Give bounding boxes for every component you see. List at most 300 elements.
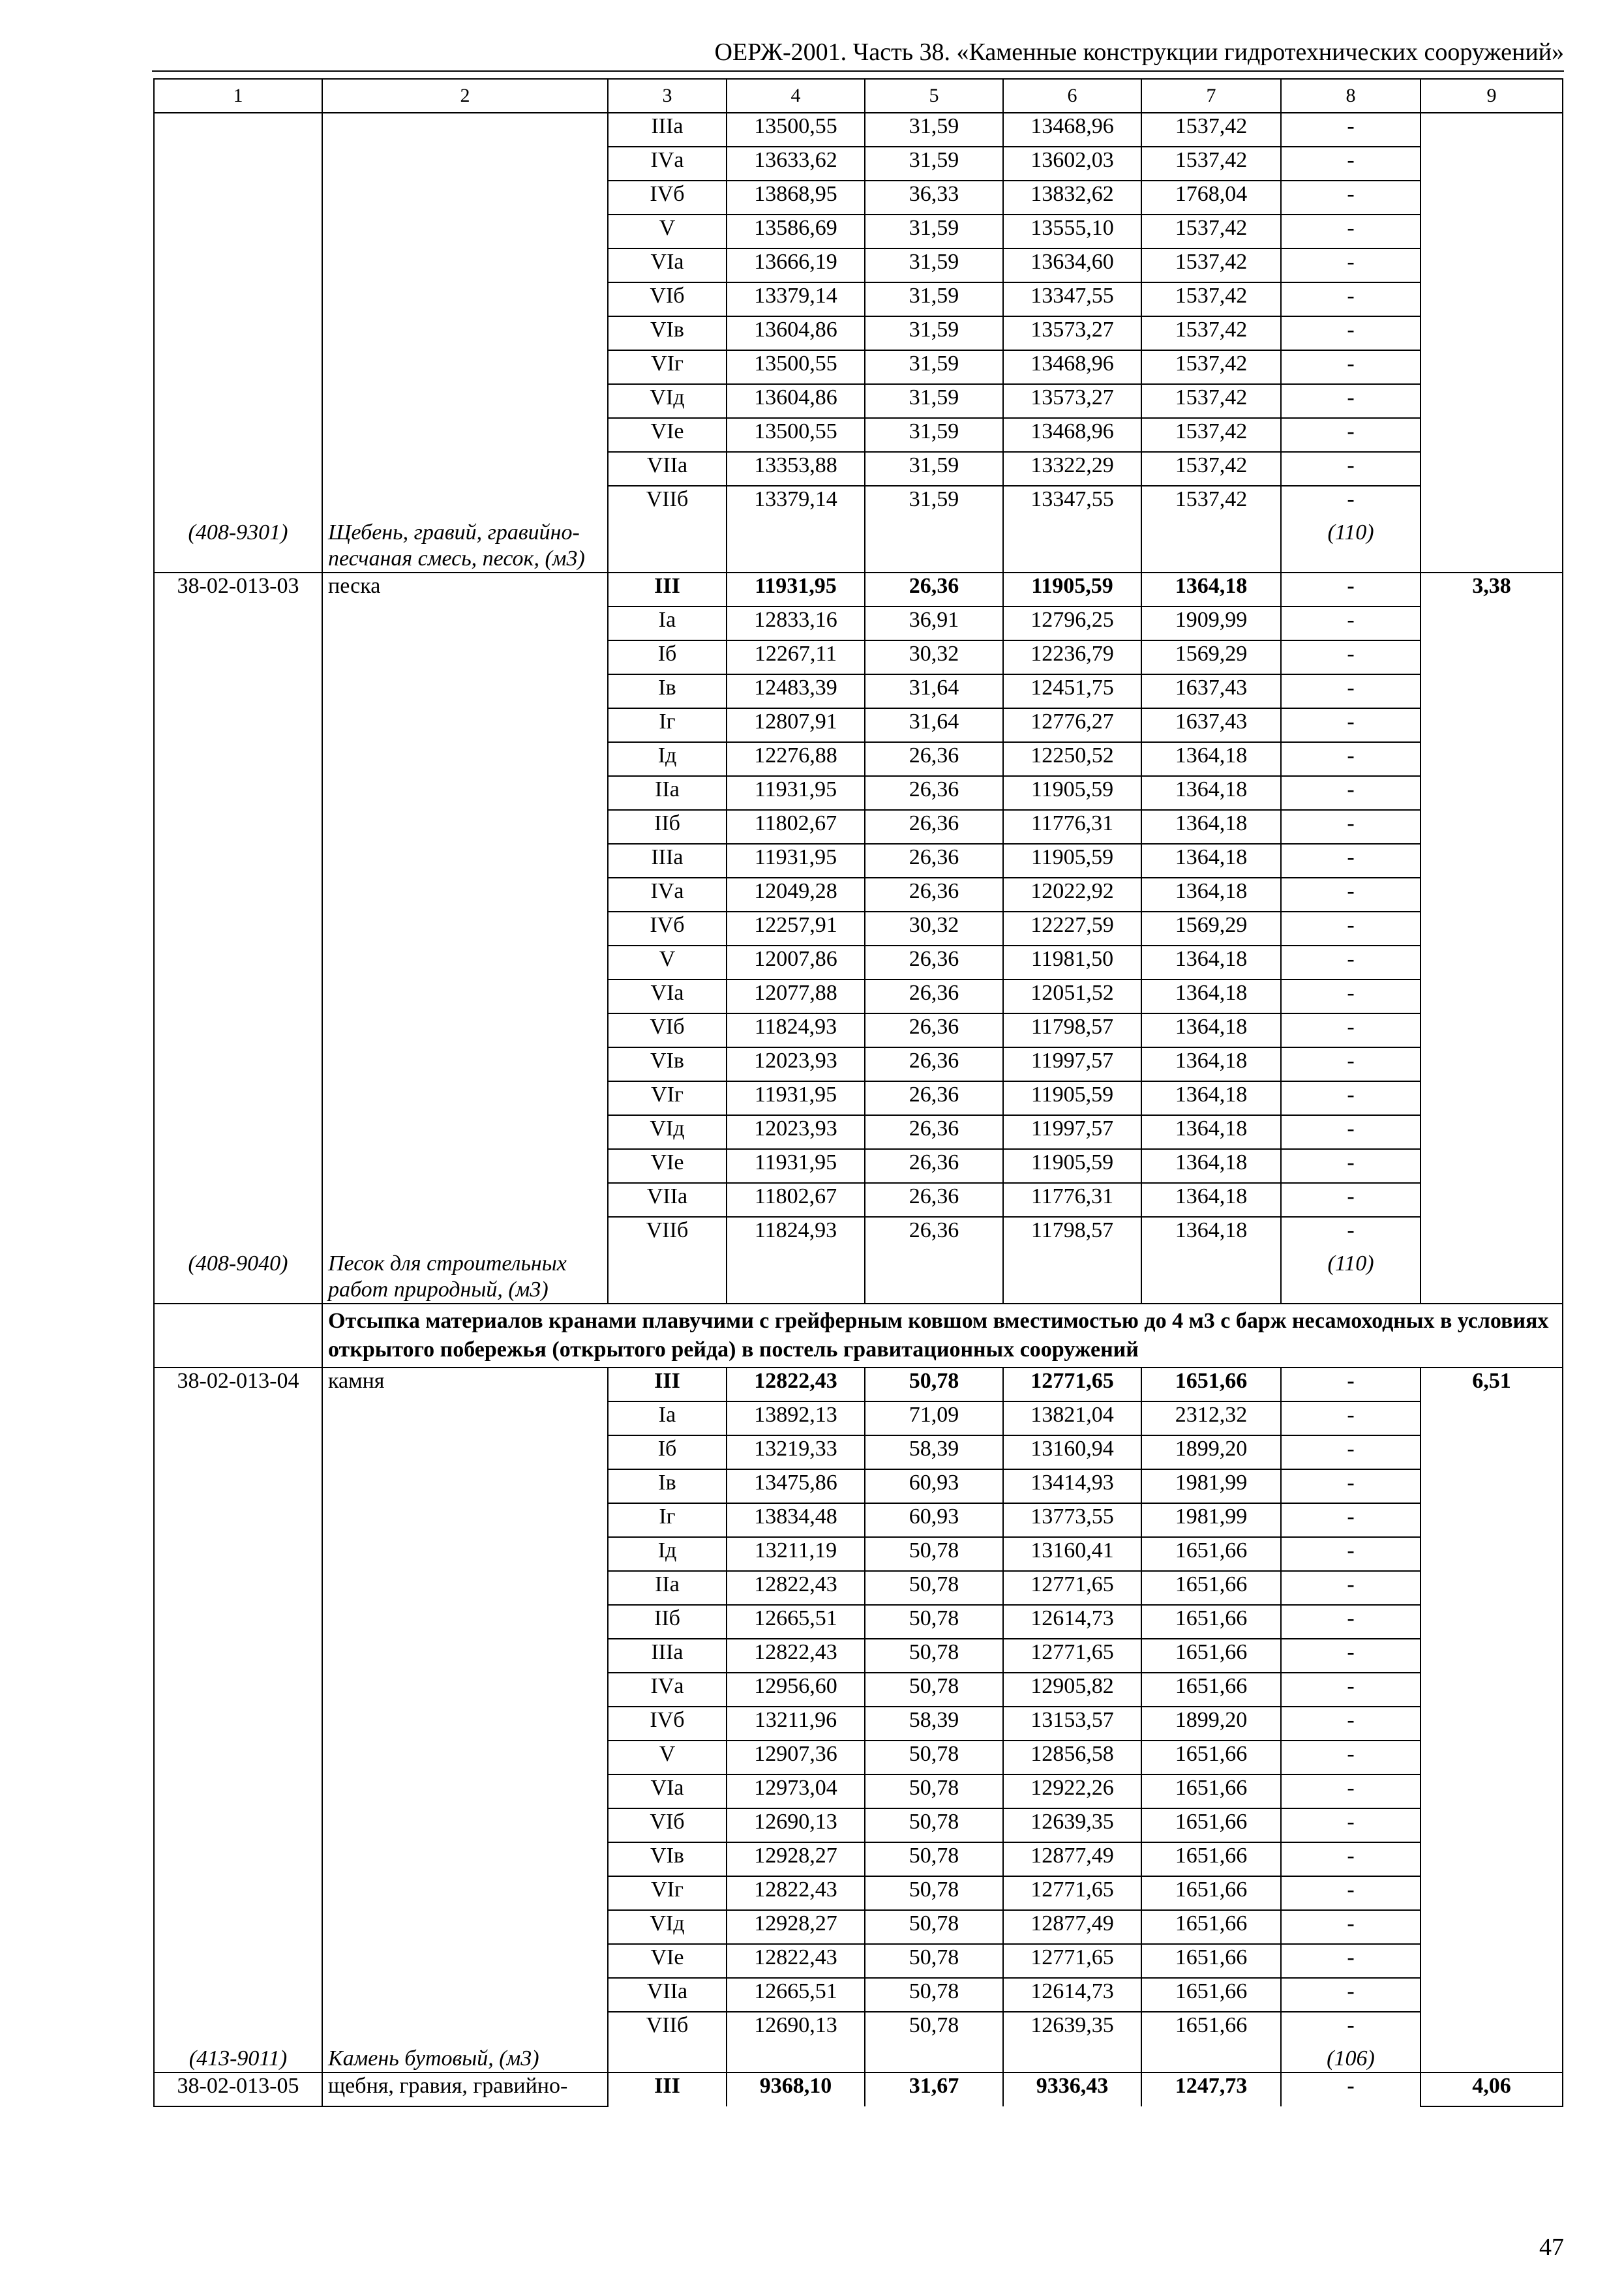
code-cell <box>154 1978 322 2012</box>
value-cell: 13821,04 <box>1003 1401 1141 1435</box>
coef-cell <box>1421 282 1563 316</box>
table-row <box>154 1013 1563 1047</box>
name-cell <box>322 878 608 912</box>
value-cell: 50,78 <box>865 1808 1003 1842</box>
coef-cell <box>1421 1673 1563 1707</box>
value-cell: 13379,14 <box>727 282 865 316</box>
value-cell: 11997,57 <box>1003 1047 1141 1081</box>
value-cell: - <box>1281 452 1421 486</box>
empty-cell <box>1141 1251 1281 1304</box>
value-cell: VIIб <box>608 486 727 520</box>
name-cell <box>322 1605 608 1639</box>
value-cell: - <box>1281 980 1421 1013</box>
empty-cell <box>608 1251 727 1304</box>
value-cell: 13347,55 <box>1003 282 1141 316</box>
name-cell <box>322 1876 608 1910</box>
value-cell: IVб <box>608 181 727 215</box>
empty-cell <box>727 1251 865 1304</box>
value-cell: 58,39 <box>865 1707 1003 1741</box>
code-cell <box>154 810 322 844</box>
resource-row <box>154 2046 1563 2072</box>
table-row <box>154 674 1563 708</box>
value-cell: 12796,25 <box>1003 606 1141 640</box>
column-number-row <box>154 79 1563 113</box>
code-cell <box>154 1741 322 1774</box>
value-cell: 26,36 <box>865 1115 1003 1149</box>
name-cell <box>322 1047 608 1081</box>
value-cell: - <box>1281 316 1421 350</box>
value-cell: 13160,94 <box>1003 1435 1141 1469</box>
empty-cell <box>1141 520 1281 573</box>
value-cell: 12614,73 <box>1003 1605 1141 1639</box>
value-cell: - <box>1281 1469 1421 1503</box>
coef-cell <box>1421 1469 1563 1503</box>
value-cell: VIб <box>608 1013 727 1047</box>
value-cell: Iд <box>608 742 727 776</box>
value-cell: VIIб <box>608 1217 727 1251</box>
coef-cell <box>1421 1115 1563 1149</box>
value-cell: VIв <box>608 1047 727 1081</box>
value-cell: 1364,18 <box>1141 1115 1281 1149</box>
value-cell: Iб <box>608 640 727 674</box>
code-cell <box>154 1081 322 1115</box>
coef-cell: 4,06 <box>1421 2072 1563 2106</box>
value-cell: 12771,65 <box>1003 1944 1141 1978</box>
coef-cell <box>1421 1842 1563 1876</box>
table-row <box>154 147 1563 181</box>
coef-cell <box>1421 1503 1563 1537</box>
value-cell: 1364,18 <box>1141 776 1281 810</box>
name-cell <box>322 1217 608 1251</box>
name-cell <box>322 1707 608 1741</box>
value-cell: 12665,51 <box>727 1978 865 2012</box>
value-cell: 12022,92 <box>1003 878 1141 912</box>
resource-row <box>154 1251 1563 1304</box>
coef-cell <box>1421 980 1563 1013</box>
name-cell: камня <box>322 1368 608 1401</box>
value-cell: 1637,43 <box>1141 674 1281 708</box>
value-cell: 12822,43 <box>727 1571 865 1605</box>
value-cell: 13573,27 <box>1003 316 1141 350</box>
coef-cell <box>1421 1047 1563 1081</box>
value-cell: - <box>1281 1503 1421 1537</box>
code-cell <box>154 418 322 452</box>
value-cell: 12907,36 <box>727 1741 865 1774</box>
empty-cell <box>865 1251 1003 1304</box>
value-cell: 12051,52 <box>1003 980 1141 1013</box>
coef-cell <box>1421 2046 1563 2072</box>
table-row <box>154 708 1563 742</box>
value-cell: VIб <box>608 1808 727 1842</box>
table-row <box>154 1401 1563 1435</box>
name-cell <box>322 2012 608 2046</box>
code-cell <box>154 1571 322 1605</box>
value-cell: 1537,42 <box>1141 147 1281 181</box>
name-cell <box>322 674 608 708</box>
value-cell: 1651,66 <box>1141 1639 1281 1673</box>
value-cell: - <box>1281 181 1421 215</box>
value-cell: IVа <box>608 147 727 181</box>
coef-cell <box>1421 1605 1563 1639</box>
name-cell <box>322 742 608 776</box>
value-cell: 1537,42 <box>1141 486 1281 520</box>
value-cell: 11798,57 <box>1003 1217 1141 1251</box>
value-cell: 12956,60 <box>727 1673 865 1707</box>
name-cell <box>322 946 608 980</box>
value-cell: Iа <box>608 606 727 640</box>
value-cell: 1651,66 <box>1141 2012 1281 2046</box>
value-cell: 50,78 <box>865 1673 1003 1707</box>
coef-cell <box>1421 181 1563 215</box>
value-cell: 60,93 <box>865 1469 1003 1503</box>
value-cell: - <box>1281 776 1421 810</box>
value-cell: 31,64 <box>865 708 1003 742</box>
value-cell: - <box>1281 1978 1421 2012</box>
coef-cell: 3,38 <box>1421 573 1563 606</box>
section-heading: Отсыпка материалов кранами плавучими с грейферным ковшом вместимостью до 4 м3 с барж несамоходных в условиях открытого побережья (открытого рейда) в постель гравитационных сооружений <box>322 1304 1563 1368</box>
value-cell: 50,78 <box>865 1910 1003 1944</box>
running-header: ОЕРЖ-2001. Часть 38. «Каменные конструкции гидротехнических сооружений» <box>714 38 1564 66</box>
value-cell: 1364,18 <box>1141 742 1281 776</box>
table-row <box>154 912 1563 946</box>
value-cell: 12877,49 <box>1003 1842 1141 1876</box>
coef-cell <box>1421 946 1563 980</box>
value-cell: 26,36 <box>865 1149 1003 1183</box>
coef-cell <box>1421 1808 1563 1842</box>
coef-cell <box>1421 452 1563 486</box>
name-cell <box>322 384 608 418</box>
name-cell <box>322 1741 608 1774</box>
value-cell: 1364,18 <box>1141 1149 1281 1183</box>
name-cell <box>322 248 608 282</box>
value-cell: 50,78 <box>865 1537 1003 1571</box>
code-cell <box>154 776 322 810</box>
coef-cell <box>1421 674 1563 708</box>
resource-row <box>154 520 1563 573</box>
name-cell <box>322 486 608 520</box>
value-cell: 12483,39 <box>727 674 865 708</box>
value-cell: VIв <box>608 316 727 350</box>
value-cell: Iв <box>608 1469 727 1503</box>
value-cell: 12023,93 <box>727 1115 865 1149</box>
code-cell <box>154 674 322 708</box>
value-cell: 31,59 <box>865 282 1003 316</box>
value-cell: 50,78 <box>865 1978 1003 2012</box>
code-cell <box>154 1639 322 1673</box>
value-cell: VIIа <box>608 1978 727 2012</box>
value-cell: 50,78 <box>865 1741 1003 1774</box>
coef-cell <box>1421 606 1563 640</box>
coef-cell <box>1421 742 1563 776</box>
value-cell: 1651,66 <box>1141 1910 1281 1944</box>
value-cell: 1537,42 <box>1141 316 1281 350</box>
coef-cell <box>1421 1081 1563 1115</box>
table-row <box>154 1537 1563 1571</box>
name-cell <box>322 980 608 1013</box>
value-cell: - <box>1281 1183 1421 1217</box>
code-cell: 38-02-013-04 <box>154 1368 322 1401</box>
value-cell: - <box>1281 1115 1421 1149</box>
name-cell <box>322 1013 608 1047</box>
table-row <box>154 2072 1563 2106</box>
value-cell: VIд <box>608 384 727 418</box>
coef-cell <box>1421 1401 1563 1435</box>
value-cell: 13322,29 <box>1003 452 1141 486</box>
value-cell: 11824,93 <box>727 1013 865 1047</box>
table-row <box>154 384 1563 418</box>
value-cell: - <box>1281 2012 1421 2046</box>
value-cell: 50,78 <box>865 1368 1003 1401</box>
value-cell: 1537,42 <box>1141 215 1281 248</box>
name-cell <box>322 912 608 946</box>
code-cell <box>154 878 322 912</box>
table-row <box>154 1183 1563 1217</box>
coef-cell <box>1421 776 1563 810</box>
value-cell: - <box>1281 1435 1421 1469</box>
value-cell: 12776,27 <box>1003 708 1141 742</box>
value-cell: 31,59 <box>865 486 1003 520</box>
empty-cell <box>1003 1251 1141 1304</box>
value-cell: 26,36 <box>865 1081 1003 1115</box>
table-row <box>154 1047 1563 1081</box>
empty-cell <box>865 2046 1003 2072</box>
coef-cell <box>1421 1876 1563 1910</box>
value-cell: - <box>1281 1910 1421 1944</box>
table-row <box>154 1978 1563 2012</box>
table-row <box>154 248 1563 282</box>
table-row <box>154 1741 1563 1774</box>
value-cell: 12922,26 <box>1003 1774 1141 1808</box>
value-cell: - <box>1281 282 1421 316</box>
value-cell: 50,78 <box>865 1944 1003 1978</box>
value-cell: - <box>1281 350 1421 384</box>
value-cell: 1364,18 <box>1141 1081 1281 1115</box>
value-cell: VIг <box>608 350 727 384</box>
value-cell: 26,36 <box>865 980 1003 1013</box>
value-cell: - <box>1281 674 1421 708</box>
value-cell: V <box>608 1741 727 1774</box>
value-cell: 13892,13 <box>727 1401 865 1435</box>
empty-cell <box>608 520 727 573</box>
table-row <box>154 113 1563 147</box>
table-row <box>154 1842 1563 1876</box>
coef-cell <box>1421 1251 1563 1304</box>
value-cell: 11905,59 <box>1003 573 1141 606</box>
value-cell: 1364,18 <box>1141 980 1281 1013</box>
empty-cell <box>154 1304 322 1368</box>
resource-value: (110) <box>1281 520 1421 573</box>
value-cell: VIа <box>608 980 727 1013</box>
value-cell: 13468,96 <box>1003 113 1141 147</box>
value-cell: 1651,66 <box>1141 1944 1281 1978</box>
code-cell <box>154 1876 322 1910</box>
empty-cell <box>727 2046 865 2072</box>
value-cell: VIг <box>608 1081 727 1115</box>
column-number: 5 <box>865 79 1003 113</box>
empty-cell <box>1003 2046 1141 2072</box>
column-number: 2 <box>322 79 608 113</box>
name-cell <box>322 1081 608 1115</box>
value-cell: 12822,43 <box>727 1944 865 1978</box>
section-heading-row <box>154 1304 1563 1368</box>
value-cell: Iг <box>608 1503 727 1537</box>
table-row <box>154 1571 1563 1605</box>
table-row <box>154 418 1563 452</box>
value-cell: 1899,20 <box>1141 1707 1281 1741</box>
value-cell: 12833,16 <box>727 606 865 640</box>
resource-name: Щебень, гравий, гравийно-песчаная смесь, песок, (м3) <box>322 520 608 573</box>
value-cell: IIа <box>608 1571 727 1605</box>
coef-cell <box>1421 215 1563 248</box>
column-number: 8 <box>1281 79 1421 113</box>
value-cell: 13868,95 <box>727 181 865 215</box>
value-cell: 12856,58 <box>1003 1741 1141 1774</box>
value-cell: 13773,55 <box>1003 1503 1141 1537</box>
name-cell <box>322 1149 608 1183</box>
value-cell: 13468,96 <box>1003 418 1141 452</box>
value-cell: 12665,51 <box>727 1605 865 1639</box>
value-cell: 13219,33 <box>727 1435 865 1469</box>
value-cell: 60,93 <box>865 1503 1003 1537</box>
name-cell <box>322 1469 608 1503</box>
value-cell: 1651,66 <box>1141 1842 1281 1876</box>
value-cell: 1537,42 <box>1141 418 1281 452</box>
column-number: 6 <box>1003 79 1141 113</box>
value-cell: 1537,42 <box>1141 350 1281 384</box>
value-cell: 31,59 <box>865 316 1003 350</box>
value-cell: 1651,66 <box>1141 1774 1281 1808</box>
value-cell: 31,59 <box>865 147 1003 181</box>
value-cell: 1768,04 <box>1141 181 1281 215</box>
value-cell: 26,36 <box>865 844 1003 878</box>
table-row <box>154 573 1563 606</box>
code-cell <box>154 1605 322 1639</box>
value-cell: 12905,82 <box>1003 1673 1141 1707</box>
value-cell: 1651,66 <box>1141 1741 1281 1774</box>
table-row <box>154 742 1563 776</box>
value-cell: 1537,42 <box>1141 282 1281 316</box>
value-cell: - <box>1281 1842 1421 1876</box>
coef-cell <box>1421 1537 1563 1571</box>
value-cell: - <box>1281 1605 1421 1639</box>
value-cell: 13379,14 <box>727 486 865 520</box>
name-cell: щебня, гравия, гравийно- <box>322 2072 608 2106</box>
code-cell <box>154 384 322 418</box>
table-row <box>154 1368 1563 1401</box>
name-cell <box>322 1978 608 2012</box>
value-cell: 12771,65 <box>1003 1571 1141 1605</box>
resource-value: (110) <box>1281 1251 1421 1304</box>
value-cell: 1364,18 <box>1141 844 1281 878</box>
value-cell: 11981,50 <box>1003 946 1141 980</box>
code-cell <box>154 1217 322 1251</box>
name-cell <box>322 810 608 844</box>
name-cell <box>322 113 608 147</box>
code-cell <box>154 1435 322 1469</box>
value-cell: 12928,27 <box>727 1910 865 1944</box>
value-cell: Iг <box>608 708 727 742</box>
name-cell <box>322 1183 608 1217</box>
name-cell <box>322 1115 608 1149</box>
name-cell <box>322 1673 608 1707</box>
name-cell <box>322 1808 608 1842</box>
value-cell: 13604,86 <box>727 316 865 350</box>
table-row <box>154 350 1563 384</box>
value-cell: 1651,66 <box>1141 1808 1281 1842</box>
coef-cell <box>1421 418 1563 452</box>
value-cell: 1364,18 <box>1141 1013 1281 1047</box>
code-cell <box>154 1707 322 1741</box>
value-cell: Iд <box>608 1537 727 1571</box>
name-cell <box>322 844 608 878</box>
value-cell: 12690,13 <box>727 2012 865 2046</box>
value-cell: 13353,88 <box>727 452 865 486</box>
coef-cell <box>1421 912 1563 946</box>
value-cell: - <box>1281 844 1421 878</box>
value-cell: 12007,86 <box>727 946 865 980</box>
value-cell: 1537,42 <box>1141 113 1281 147</box>
code-cell <box>154 844 322 878</box>
value-cell: III <box>608 2072 727 2106</box>
value-cell: 13573,27 <box>1003 384 1141 418</box>
name-cell <box>322 640 608 674</box>
value-cell: 13211,19 <box>727 1537 865 1571</box>
name-cell <box>322 1401 608 1435</box>
value-cell: 1981,99 <box>1141 1469 1281 1503</box>
coef-cell <box>1421 1910 1563 1944</box>
code-cell <box>154 215 322 248</box>
value-cell: 31,59 <box>865 350 1003 384</box>
value-cell: 1651,66 <box>1141 1368 1281 1401</box>
table-row <box>154 486 1563 520</box>
value-cell: 1651,66 <box>1141 1978 1281 2012</box>
coef-cell <box>1421 248 1563 282</box>
value-cell: - <box>1281 1047 1421 1081</box>
value-cell: 11802,67 <box>727 1183 865 1217</box>
value-cell: V <box>608 215 727 248</box>
value-cell: 12822,43 <box>727 1876 865 1910</box>
table-row <box>154 215 1563 248</box>
table-row <box>154 844 1563 878</box>
code-cell <box>154 1910 322 1944</box>
value-cell: VIIа <box>608 1183 727 1217</box>
code-cell <box>154 946 322 980</box>
value-cell: 13634,60 <box>1003 248 1141 282</box>
value-cell: - <box>1281 248 1421 282</box>
value-cell: - <box>1281 640 1421 674</box>
value-cell: - <box>1281 147 1421 181</box>
value-cell: 12771,65 <box>1003 1639 1141 1673</box>
value-cell: 50,78 <box>865 1571 1003 1605</box>
value-cell: - <box>1281 810 1421 844</box>
coef-cell <box>1421 2012 1563 2046</box>
value-cell: 31,59 <box>865 215 1003 248</box>
value-cell: IVб <box>608 912 727 946</box>
value-cell: VIе <box>608 1149 727 1183</box>
code-cell <box>154 640 322 674</box>
value-cell: 11905,59 <box>1003 1149 1141 1183</box>
value-cell: IIб <box>608 810 727 844</box>
value-cell: 13500,55 <box>727 350 865 384</box>
value-cell: V <box>608 946 727 980</box>
value-cell: VIд <box>608 1115 727 1149</box>
value-cell: 13586,69 <box>727 215 865 248</box>
coef-cell <box>1421 878 1563 912</box>
value-cell: 12822,43 <box>727 1368 865 1401</box>
value-cell: IVб <box>608 1707 727 1741</box>
name-cell <box>322 316 608 350</box>
name-cell <box>322 776 608 810</box>
